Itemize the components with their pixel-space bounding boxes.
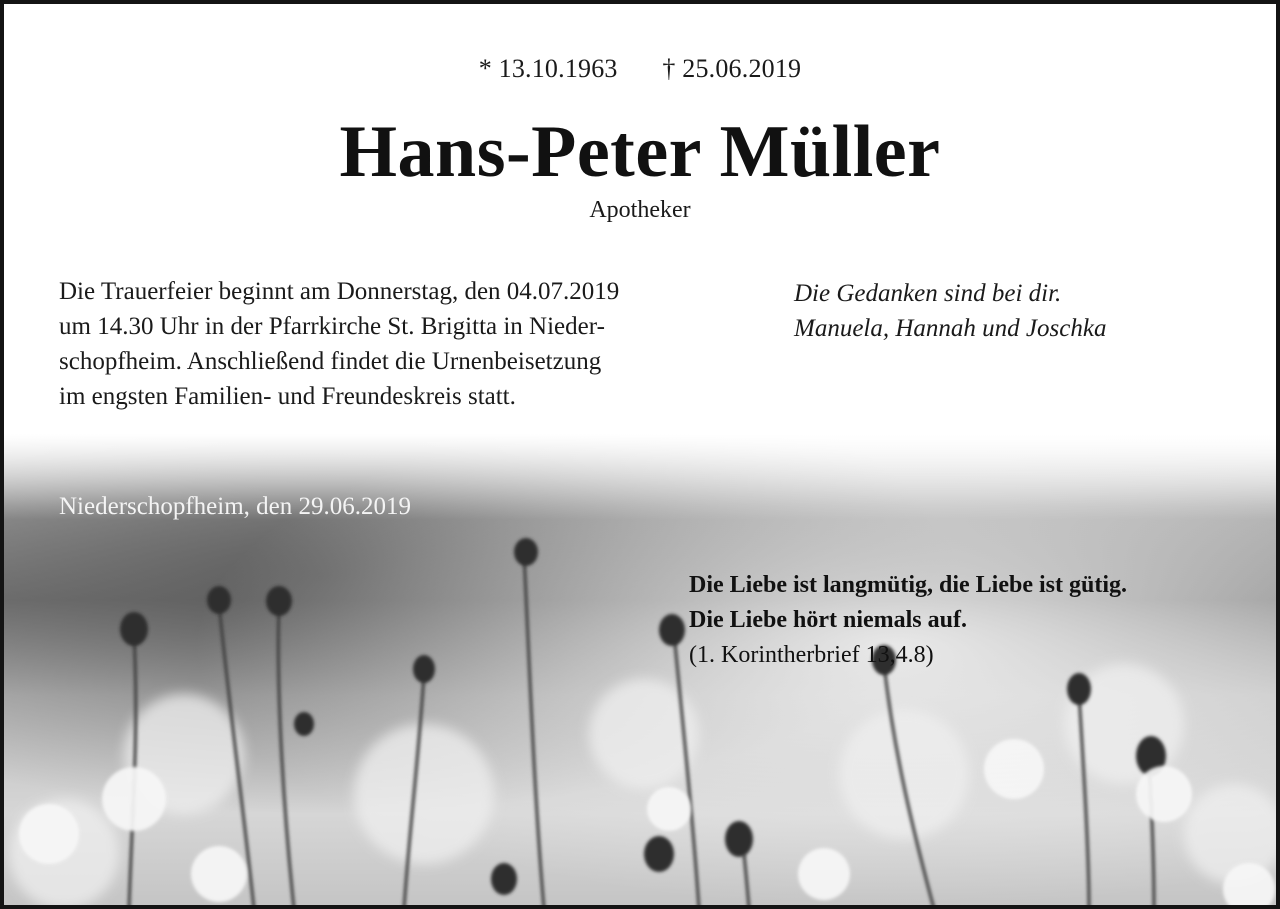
verse-line: Die Liebe hört niemals auf.	[689, 607, 967, 633]
deceased-name: Hans-Peter Müller	[339, 111, 941, 193]
funeral-info-line: Die Trauerfeier beginnt am Donnerstag, den 04.07.2019	[59, 278, 620, 305]
funeral-info-line: schopfheim. Anschließend findet die Urnenbeisetzung	[59, 348, 602, 375]
verse-reference: (1. Korintherbrief 13,4.8)	[689, 642, 934, 668]
mourners-names: Manuela, Hannah und Joschka	[794, 315, 1107, 342]
life-dates	[4, 54, 1276, 84]
birth-date: * 13.10.1963	[478, 54, 618, 83]
funeral-info	[59, 274, 699, 414]
place-and-date: Niederschopfheim, den 29.06.2019	[59, 493, 412, 520]
bible-verse	[689, 568, 1249, 673]
verse-line: Die Liebe ist langmütig, die Liebe ist gütig.	[689, 572, 1127, 598]
profession: Apotheker	[589, 197, 691, 223]
death-date: † 25.06.2019	[662, 54, 802, 83]
mourners-message: Die Gedanken sind bei dir.	[794, 280, 1062, 307]
funeral-info-line: im engsten Familien- und Freundeskreis statt.	[59, 383, 516, 410]
funeral-info-line: um 14.30 Uhr in der Pfarrkirche St. Brigitta in Nieder-	[59, 313, 605, 340]
mourners	[794, 276, 1234, 346]
